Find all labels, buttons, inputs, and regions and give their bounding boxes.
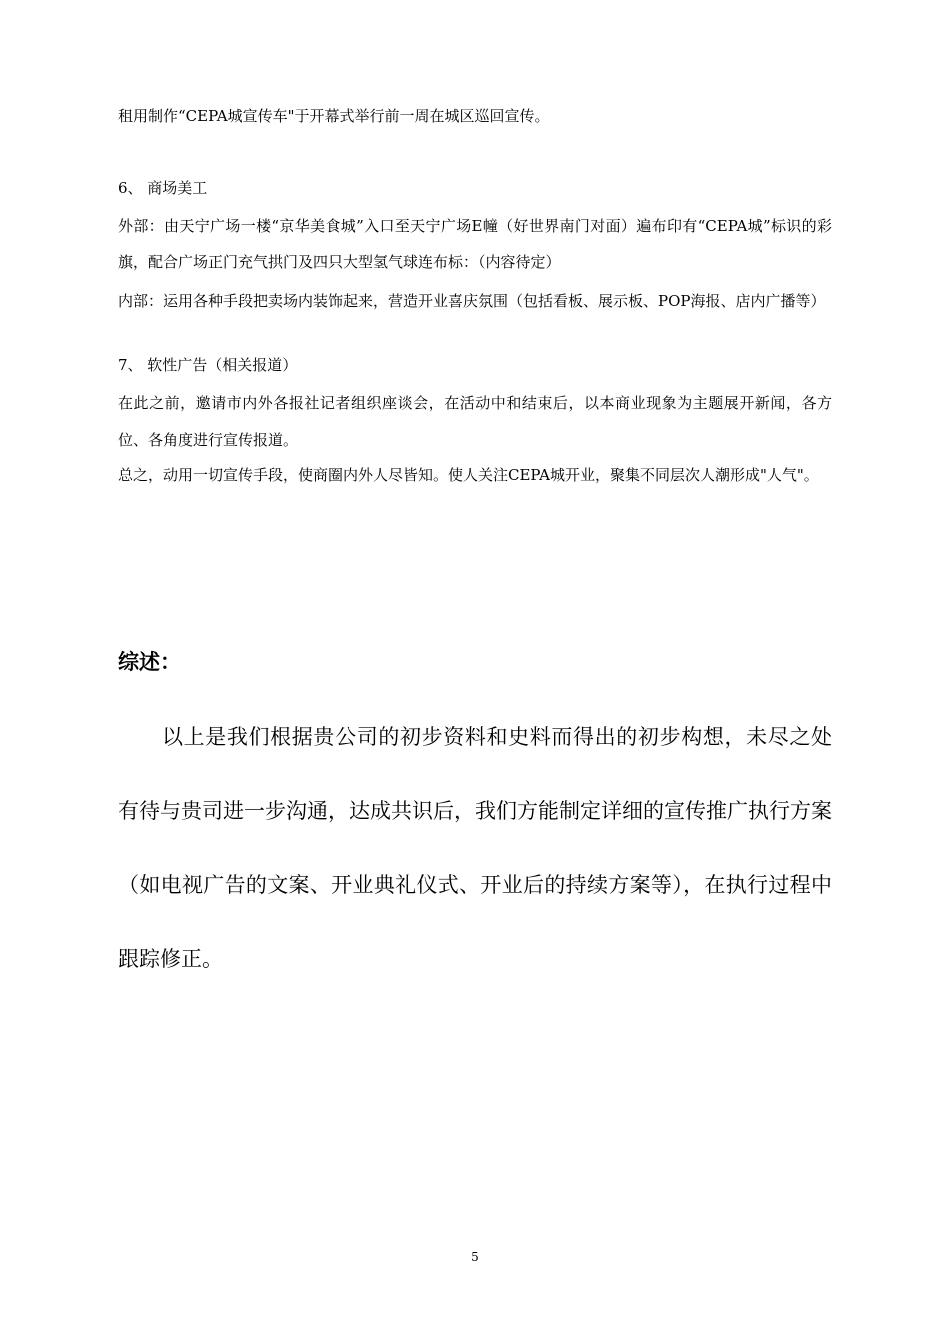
section-7-paragraph-1: 在此之前，邀请市内外各报社记者组织座谈会，在活动中和结束后，以本商业现象为主题展开新闻，各方位、各角度进行宣传报道。: [118, 394, 832, 449]
intro-line: 租用制作“CEPA城宣传车"于开幕式举行前一周在城区巡回宣传。: [118, 107, 550, 125]
section-6-interior-paragraph: 内部：运用各种手段把卖场内装饰起来，营造开业喜庆氛围（包括看板、展示板、POP海报、店内广播等）: [118, 292, 826, 310]
section-6-title: 6、 商场美工: [118, 179, 208, 197]
summary-heading: 综述：: [118, 649, 181, 674]
page-number: 5: [471, 1250, 479, 1264]
section-6-exterior-paragraph: 外部：由天宁广场一楼“京华美食城”入口至天宁广场E幢（好世界南门对面）遍布印有“CEPA城”标识的彩旗，配合广场正门充气拱门及四只大型氢气球连布标：（内容待定）: [118, 217, 832, 271]
summary-paragraph: 以上是我们根据贵公司的初步资料和史料而得出的初步构想，未尽之处有待与贵司进一步沟通，达成共识后，我们方能制定详细的宣传推广执行方案（如电视广告的文案、开业典礼仪式、开业后的持续方案等），在执行过程中跟踪修正。: [118, 725, 832, 971]
section-7-title: 7、 软性广告（相关报道）: [118, 356, 298, 374]
section-7-paragraph-2: 总之，动用一切宣传手段，使商圈内外人尽皆知。使人关注CEPA城开业，聚集不同层次人潮形成"人气"。: [118, 466, 819, 484]
